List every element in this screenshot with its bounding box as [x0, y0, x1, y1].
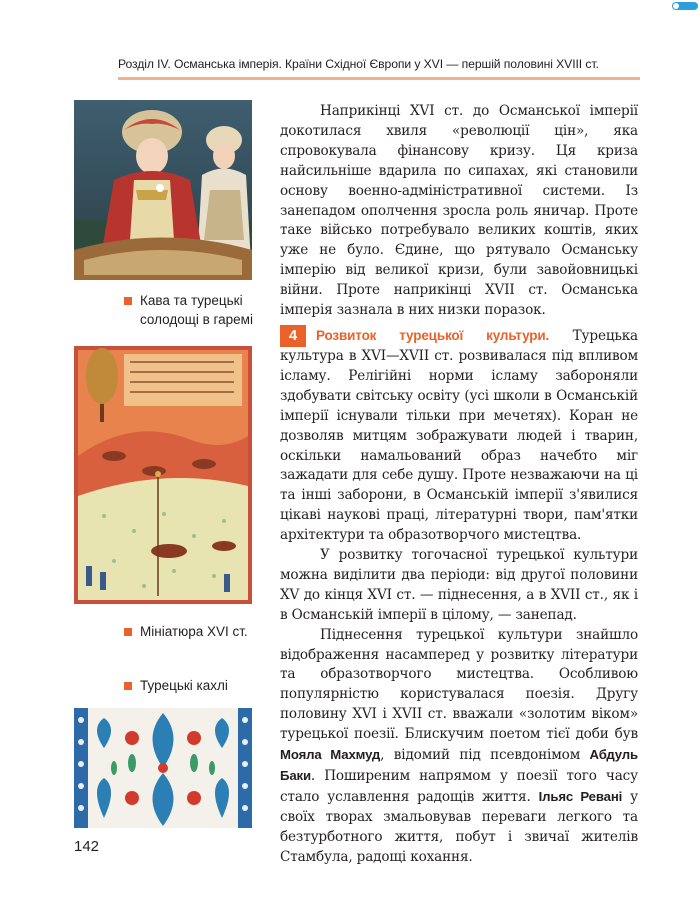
- text-run: у своїх творах змальовував переваги легкого та безтурботного життя, побут і звичаї жителів Стамбула, радощі кохання.: [280, 788, 638, 865]
- ottoman-miniature: [74, 346, 252, 604]
- paragraph-literature: [280, 626, 638, 868]
- figure-caption-tiles: Турецькі кахлі: [140, 678, 228, 693]
- section-title: Розвиток турецької культури.: [316, 327, 550, 343]
- section-number-badge: 4: [280, 325, 306, 347]
- paragraph-culture-text: Турецька культура в XVI—XVII ст. розвивалася під впливом ісламу. Релігійні норми ісламу забороняли здобувати світську освіту (усі школи в Османській імперії існували тільки при мечетях). Коран не дозволяв митцям зображувати людей і тварин, оскільки намальований образ начебто міг зажадати для себе душу. Проте незважаючи на ці та інші заборони, в Османській імперії з'явилися цікаві наукові праці, літературні твори, пам'ятки архітектури та образотворчого мистецтва.: [280, 327, 638, 544]
- text-run: . Поширеним напрямом у поезії того часу стало уславлення радощів життя.: [280, 768, 638, 805]
- figure-caption-miniature: Мініатюра XVI ст.: [140, 624, 248, 639]
- main-text-block: [280, 102, 638, 868]
- text-run: Піднесення турецької культури знайшло відображення насамперед у розвитку літератури та образотворчого мистецтва. Особливою популярністю користувалася поезія. Другу половину XVI і XVII ст. вважали «золотим віком» турецької поезії. Блискучим поетом тієї доби був: [280, 626, 638, 743]
- caption-bullet: [124, 682, 132, 690]
- page-number: 142: [74, 838, 100, 855]
- poet-name-revani: Ільяс Ревані: [538, 788, 623, 804]
- publisher-logo: [672, 2, 698, 10]
- harem-coffee-painting: [74, 100, 252, 280]
- text-run: , відомий під псевдонімом: [380, 747, 590, 764]
- running-header: Розділ IV. Османська імперія. Країни Східної Європи у XVI — першій половині XVIII ст.: [118, 57, 599, 71]
- poet-name-mahmud: Мояла Махмуд: [280, 747, 381, 763]
- poet-name-baki: Абдуль Баки: [280, 747, 638, 783]
- caption-bullet: [124, 628, 132, 636]
- paragraph-revolution-of-prices: Наприкінці XVI ст. до Османської імперії докотилася хвиля «революції цін», яка спровокувала фінансову кризу. Ця криза найсильніше вдарила по сипахах, які становили основу военно-адміністративної системи. Із занепадом ополчення зросла роль яничар. Проте таке військо потребувало великих коштів, яких уже не було. Єдине, що рятувало Османську імперію від великої кризи, були завойовницькі війни. Проте наприкінці XVII ст. Османська імперія зазнала в них низки поразок.: [280, 103, 638, 319]
- paragraph-two-periods: У розвитку тогочасної турецької культури можна виділити два періоди: від другої половини XV до кінця XVI ст. — піднесення, а в XVII ст., як і в Османській імперії в цілому, — занепад.: [280, 547, 638, 623]
- turkish-tiles: [74, 708, 252, 828]
- paragraph-culture-intro: [280, 325, 638, 546]
- header-rule: [118, 77, 640, 80]
- caption-bullet: [124, 297, 132, 305]
- figure-caption-harem: Кава та турецькі солодощі в гаремі: [140, 293, 253, 327]
